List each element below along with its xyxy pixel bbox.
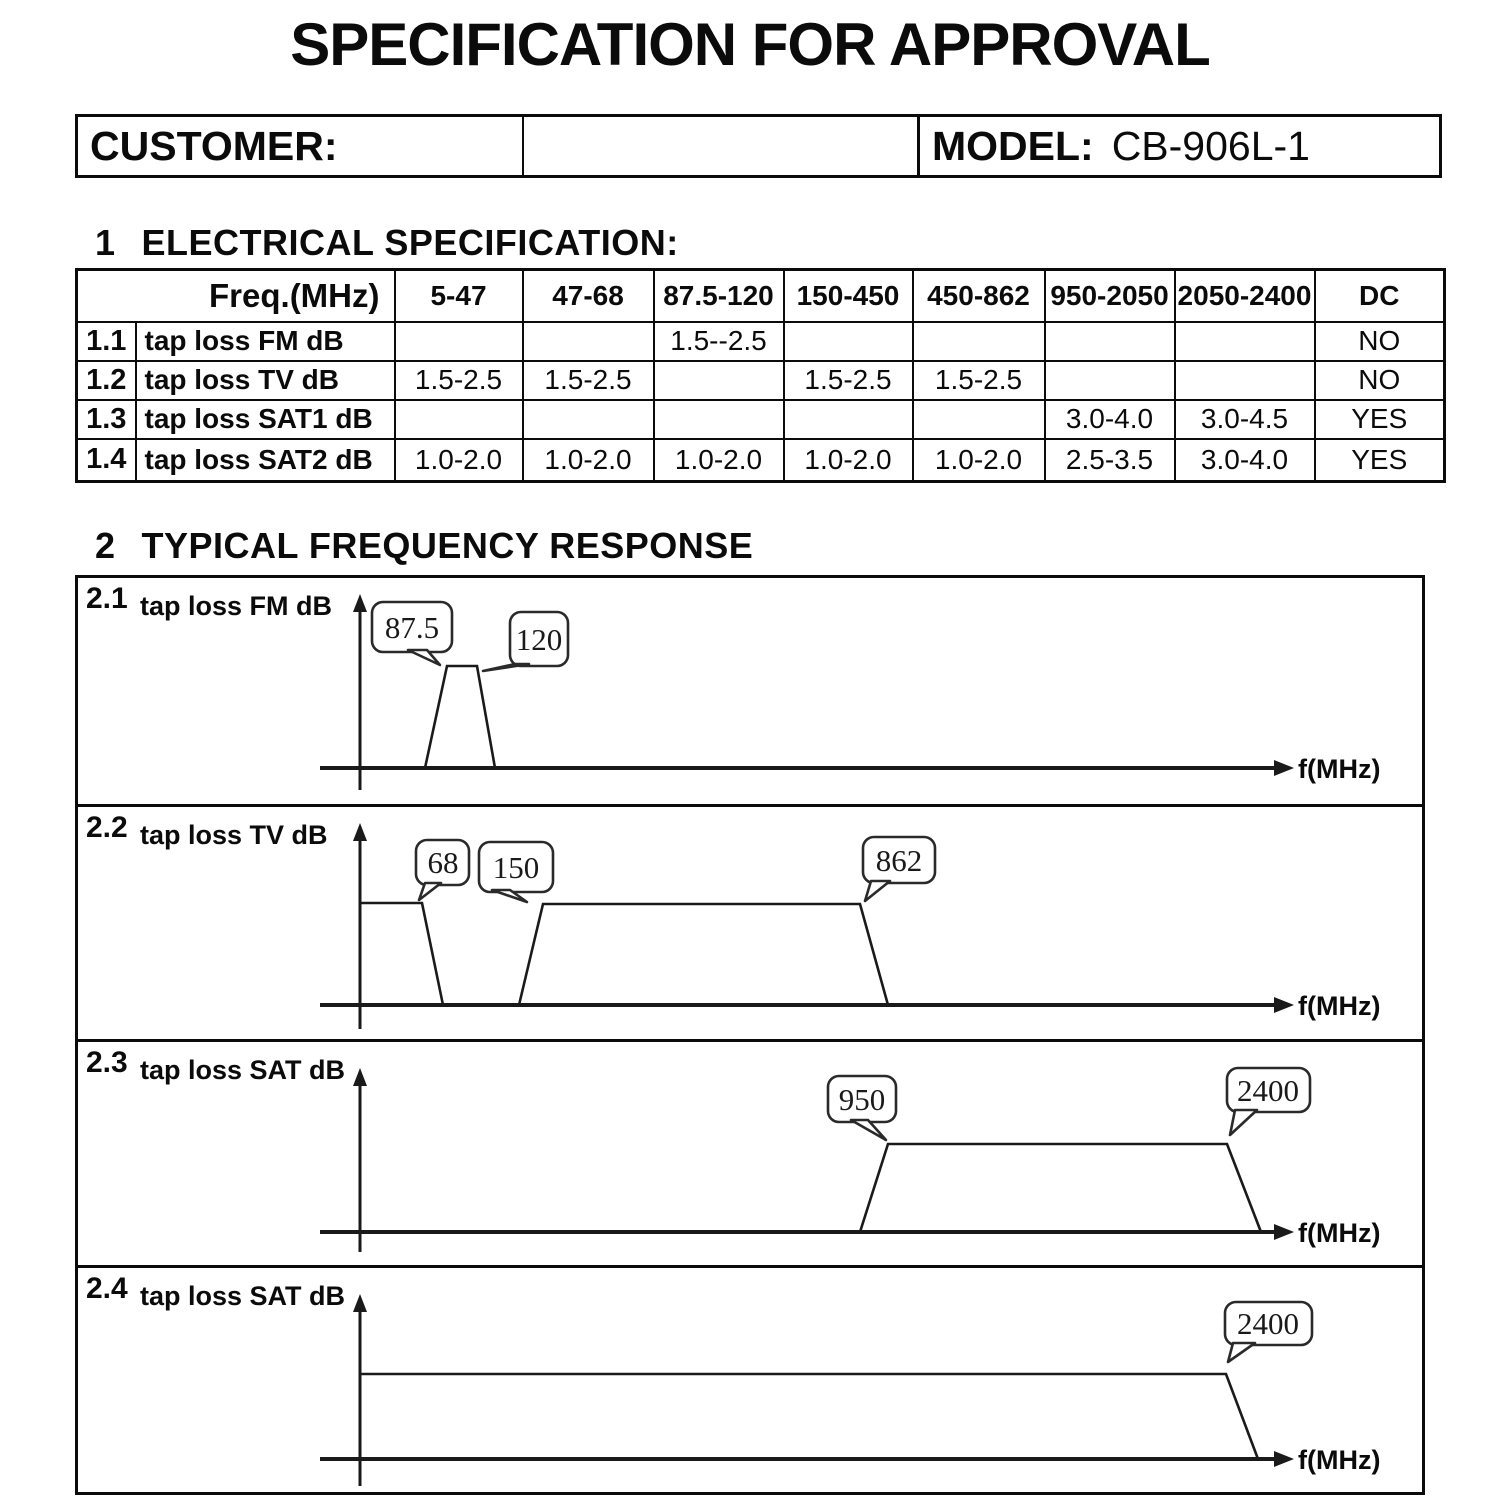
column-header: DC (1315, 270, 1445, 322)
spec-value: 1.0-2.0 (395, 439, 523, 482)
callout-value: 68 (427, 845, 459, 880)
y-axis-arrow-icon (353, 1068, 367, 1086)
panel-number: 2.3 (86, 1046, 128, 1079)
x-axis-label: f(MHz) (1298, 1445, 1381, 1475)
section1-title: ELECTRICAL SPECIFICATION: (141, 222, 679, 263)
row-number: 1.4 (77, 439, 136, 482)
response-curve (361, 1374, 1258, 1459)
x-axis-arrow-icon (1274, 1451, 1294, 1467)
callout-tail-icon (483, 664, 529, 671)
x-axis-arrow-icon (1274, 760, 1294, 776)
x-axis-arrow-icon (1274, 1224, 1294, 1240)
row-number: 1.3 (77, 400, 136, 439)
table-row (77, 361, 1445, 400)
spec-value (1045, 361, 1175, 400)
spec-value (654, 400, 784, 439)
panel-label: tap loss SAT dB (140, 1281, 346, 1311)
customer-model-table (75, 114, 1442, 178)
spec-value: NO (1315, 361, 1445, 400)
x-axis-label: f(MHz) (1298, 991, 1381, 1021)
spec-value: 1.0-2.0 (523, 439, 654, 482)
panel-label: tap loss FM dB (140, 591, 333, 621)
panel-2-3-sat-response (78, 1042, 1422, 1268)
column-header: 950-2050 (1045, 270, 1175, 322)
spec-value: 1.0-2.0 (913, 439, 1045, 482)
callout-tail-icon (865, 881, 890, 901)
row-label: tap loss SAT2 dB (136, 439, 395, 482)
section2-title: TYPICAL FREQUENCY RESPONSE (141, 525, 754, 566)
spec-value: 1.5--2.5 (654, 322, 784, 361)
section1-heading (95, 222, 679, 264)
sat1-response-chart (78, 1042, 1422, 1265)
tv-response-chart (78, 807, 1422, 1039)
spec-value: YES (1315, 439, 1445, 482)
spec-value (913, 322, 1045, 361)
spec-value: YES (1315, 400, 1445, 439)
callout-value: 120 (515, 622, 563, 657)
freq-header-cell: Freq.(MHz) (77, 270, 395, 322)
customer-cell (78, 117, 524, 175)
spec-value: 1.5-2.5 (395, 361, 523, 400)
row-label: tap loss FM dB (136, 322, 395, 361)
response-curve (860, 1144, 1261, 1232)
callout-value: 2400 (1237, 1073, 1299, 1108)
column-header: 5-47 (395, 270, 523, 322)
spec-value (1045, 322, 1175, 361)
spec-value: 1.0-2.0 (654, 439, 784, 482)
column-header: 87.5-120 (654, 270, 784, 322)
spec-value: 1.0-2.0 (784, 439, 913, 482)
panel-label: tap loss TV dB (140, 820, 328, 850)
table-row (77, 322, 1445, 361)
callout-value: 150 (492, 850, 540, 885)
customer-label: CUSTOMER: (90, 122, 338, 169)
x-axis-label: f(MHz) (1298, 1218, 1381, 1248)
empty-cell (524, 117, 920, 175)
model-value: CB-906L-1 (1111, 122, 1310, 169)
spec-value (654, 361, 784, 400)
section1-number: 1 (95, 222, 116, 263)
frequency-response-frame (75, 575, 1425, 1495)
row-number: 1.2 (77, 361, 136, 400)
response-curve (361, 903, 888, 1005)
spec-value: 3.0-4.0 (1045, 400, 1175, 439)
panel-2-4-sat-response (78, 1268, 1422, 1492)
row-label: tap loss TV dB (136, 361, 395, 400)
x-axis-arrow-icon (1274, 997, 1294, 1013)
callout-value: 2400 (1237, 1306, 1299, 1341)
electrical-spec-table (75, 268, 1446, 483)
callout-value: 950 (838, 1082, 886, 1117)
model-label: MODEL: (932, 122, 1094, 169)
spec-value (395, 322, 523, 361)
callout-tail-icon (1230, 1110, 1257, 1135)
table-row (77, 400, 1445, 439)
spec-value (523, 322, 654, 361)
callout-tail-icon (1228, 1343, 1255, 1362)
spec-value: 2.5-3.5 (1045, 439, 1175, 482)
sat2-response-chart (78, 1268, 1422, 1492)
callout-value: 862 (875, 843, 923, 878)
spec-value (784, 400, 913, 439)
section2-heading (95, 525, 753, 567)
document-title: SPECIFICATION FOR APPROVAL (290, 11, 1210, 78)
table-row (77, 439, 1445, 482)
spec-value (395, 400, 523, 439)
panel-label: tap loss SAT dB (140, 1055, 346, 1085)
spec-value (1175, 361, 1315, 400)
spec-value: NO (1315, 322, 1445, 361)
response-curve (425, 666, 495, 768)
spec-value: 1.5-2.5 (784, 361, 913, 400)
spec-value: 1.5-2.5 (523, 361, 654, 400)
callout-value: 87.5 (384, 610, 440, 645)
panel-number: 2.1 (86, 582, 128, 615)
spec-value (1175, 322, 1315, 361)
spec-value: 1.5-2.5 (913, 361, 1045, 400)
y-axis-arrow-icon (353, 594, 367, 612)
panel-number: 2.2 (86, 811, 128, 844)
panel-number: 2.4 (86, 1272, 128, 1305)
spec-value: 3.0-4.5 (1175, 400, 1315, 439)
x-axis-label: f(MHz) (1298, 754, 1381, 784)
panel-2-1-fm-response (78, 578, 1422, 807)
spec-header-row (77, 270, 1445, 322)
column-header: 150-450 (784, 270, 913, 322)
spec-value: 3.0-4.0 (1175, 439, 1315, 482)
model-cell (920, 117, 1439, 175)
y-axis-arrow-icon (353, 823, 367, 841)
spec-value (784, 322, 913, 361)
panel-2-2-tv-response (78, 807, 1422, 1042)
section2-number: 2 (95, 525, 116, 566)
spec-value (913, 400, 1045, 439)
spec-value (523, 400, 654, 439)
column-header: 2050-2400 (1175, 270, 1315, 322)
column-header: 450-862 (913, 270, 1045, 322)
fm-response-chart (78, 578, 1422, 804)
callout-tail-icon (419, 883, 441, 900)
row-number: 1.1 (77, 322, 136, 361)
y-axis-arrow-icon (353, 1294, 367, 1312)
row-label: tap loss SAT1 dB (136, 400, 395, 439)
column-header: 47-68 (523, 270, 654, 322)
